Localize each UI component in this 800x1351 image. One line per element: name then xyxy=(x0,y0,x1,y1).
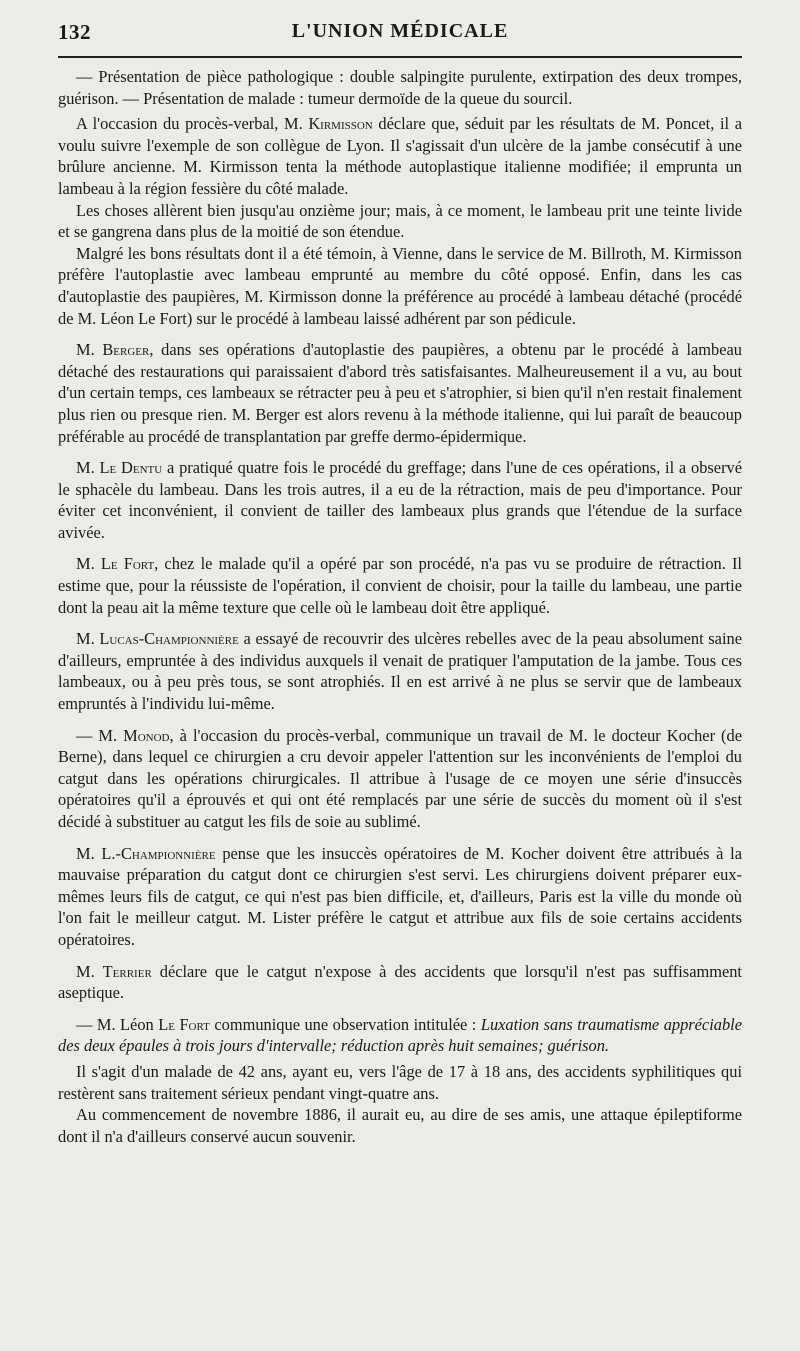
journal-title: L'UNION MÉDICALE xyxy=(291,20,509,42)
speaker-name: Monod xyxy=(123,725,170,745)
header-rule xyxy=(58,56,742,58)
paragraph: Au commencement de novembre 1886, il aurait eu, au dire de ses amis, une attaque épileptiforme dont il n'a d'ailleurs conservé aucun souvenir. xyxy=(58,1105,742,1146)
page-number: 132 xyxy=(58,20,91,44)
paragraph: Malgré les bons résultats dont il a été témoin, à Vienne, dans le service de M. Billroth, M. Kirmisson préfère l'autoplastie avec lambeau emprunté au membre du côté opposé. Enfin, dans les cas d'autoplastie des paupières, M. Kirmisson donne la préférence au procédé à lambeau détaché (procédé de M. Léon Le Fort) sur le procédé à lambeau laissé adhérent par son pédicule. xyxy=(58,243,742,328)
paragraph: M. Le Fort, chez le malade qu'il a opéré par son procédé, n'a pas vu se produire de rétraction. Il estime que, pour la réussiste de l'opération, il convient de choisir, pour la taille du lambeau, une partie dont la peau ait la même texture que celle où le lambeau doit être appliqué. xyxy=(58,554,742,617)
speaker-name: L.-Championnière xyxy=(101,843,216,863)
paragraph: M. Le Dentu a pratiqué quatre fois le procédé du greffage; dans l'une de ces opérations, il a observé le sphacèle du lambeau. Dans les trois autres, il a eu de la rétraction, mais de peu d'importance. Pour éviter cet inconvénient, il convient de tailler des lambeaux plus grands que l'étendue de la surface avivée. xyxy=(58,458,742,542)
paragraph: A l'occasion du procès-verbal, M. Kirmisson déclare que, séduit par les résultats de M. Poncet, il a voulu suivre l'exemple de son collègue de Lyon. Il s'agissait d'un ulcère de la jambe consécutif à une brûlure ancienne. M. Kirmisson tenta la méthode autoplastique italienne modifiée; il emprunta un lambeau à la région fessière du côté malade. xyxy=(58,114,742,198)
paragraph: M. Terrier déclare que le catgut n'expose à des accidents que lorsqu'il n'est pas suffisamment aseptique. xyxy=(58,961,742,1003)
paragraph: Il s'agit d'un malade de 42 ans, ayant eu, vers l'âge de 17 à 18 ans, des accidents syphilitiques qui restèrent sans traitement sérieux pendant vingt-quatre ans. xyxy=(58,1061,742,1103)
paragraph: M. Berger, dans ses opérations d'autoplastie des paupières, a obtenu par le procédé à lambeau détaché des restaurations qui paraissaient d'abord très satisfaisantes. Malheureusement il a vu, au bout d'un certain temps, ces lambeaux se rétracter peu à peu et s'atrophier, si bien qu'il n'en restait finalement plus rien ou presque rien. M. Berger est alors revenu à la méthode italienne, qui lui paraît de beaucoup préférable au procédé de transplantation par greffe dermo-épidermique. xyxy=(58,340,742,446)
running-head xyxy=(58,20,742,50)
paragraph: Les choses allèrent bien jusqu'au onzième jour; mais, à ce moment, le lambeau prit une teinte livide et se gangrena dans plus de la moitié de son étendue. xyxy=(58,200,742,242)
speaker-name: Berger xyxy=(102,340,150,360)
speaker-name: Le Fort xyxy=(100,554,155,574)
observation-title: Luxation sans traumatisme appréciable des deux épaules à trois jours d'intervalle; réduction après huit semaines; guérison. xyxy=(58,1014,742,1056)
article-body xyxy=(58,66,742,1147)
speaker-name: Terrier xyxy=(102,961,152,981)
paragraph: — M. Monod, à l'occasion du procès-verbal, communique un travail de M. le docteur Kocher (de Berne), dans lequel ce chirurgien a cru devoir appeler l'attention sur les inconvénients de l'emploi du catgut dans les opérations chirurgicales. Il attribue à l'usage de ce moyen une série d'insuccès opératoires qu'il a éprouvés et qui ont été remplacés par une série de succès du moment où il s'est décidé à substituer au catgut les fils de soie au sublimé. xyxy=(58,725,742,831)
paragraph: M. L.-Championnière pense que les insuccès opératoires de M. Kocher doivent être attribués à la mauvaise préparation du catgut dont ce chirurgien s'est servi. Les chirurgiens doivent préparer eux-mêmes leurs fils de catgut, ce qui n'est pas bien difficile, et, d'ailleurs, Paris est la ville du monde où l'on fait le meilleur catgut. M. Lister préfère le catgut et attribue aux fils de soie certains accidents opératoires. xyxy=(58,843,742,949)
paragraph: — M. Léon Le Fort communique une observation intitulée : Luxation sans traumatisme appréciable des deux épaules à trois jours d'intervalle; réduction après huit semaines; guérison. xyxy=(58,1014,742,1056)
paragraph: M. Lucas-Championnière a essayé de recouvrir des ulcères rebelles avec de la peau absolument saine d'ailleurs, empruntée à des individus auxquels il venait de pratiquer l'amputation de la jambe. Tous ces lambeaux, ou à peu près tous, se sont atrophiés. Il en est arrivé à ne plus se servir que de lambeaux empruntés à l'individu lui-même. xyxy=(58,629,742,714)
speaker-name: Le Dentu xyxy=(99,458,163,478)
speaker-name: Le Fort xyxy=(158,1014,210,1034)
paragraph: — Présentation de pièce pathologique : double salpingite purulente, extirpation des deux trompes, guérison. — Présentation de malade : tumeur dermoïde de la queue du sourcil. xyxy=(58,67,742,108)
speaker-name: Lucas-Championnière xyxy=(99,629,239,649)
speaker-name: Kirmisson xyxy=(308,114,373,134)
